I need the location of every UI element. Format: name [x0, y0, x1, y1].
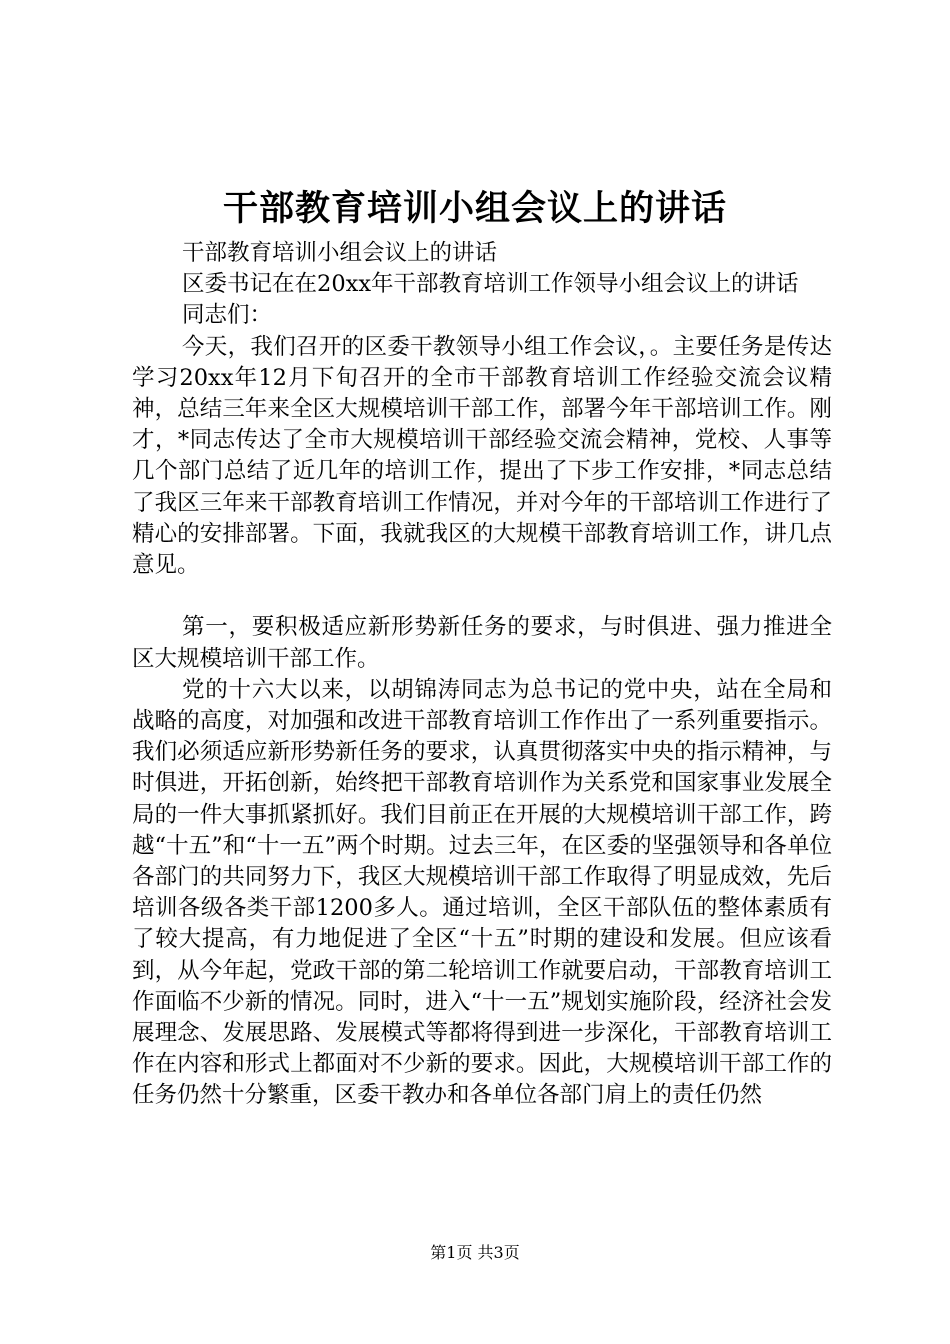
- page-number-footer: 第1页 共3页: [430, 1243, 520, 1262]
- paragraph-salutation: 同志们：: [182, 302, 273, 329]
- paragraph-speaker-line: 区委书记在在20xx年干部教育培训工作领导小组会议上的讲话: [182, 271, 799, 298]
- paragraph-point-one-body: 党的十六大以来，以胡锦涛同志为总书记的党中央，站在全局和战略的高度，对加强和改进干部教育培训工作作出了一系列重要指示。我们必须适应新形势新任务的要求，认真贯彻落实中央的指示精神，与时俱进，开拓创新，始终把干部教育培训作为关系党和国家事业发展全局的一件大事抓紧抓好。我们目前正在开展的大规模培训干部工作，跨越“十五”和“十一五”两个时期。过去三年，在区委的坚强领导和各单位各部门的共同努力下，我区大规模培训干部工作取得了明显成效，先后培训各级各类干部1200多人。通过培训，全区干部队伍的整体素质有了较大提高，有力地促进了全区“十五”时期的建设和发展。但应该看到，从今年起，党政干部的第二轮培训工作就要启动，干部教育培训工作面临不少新的情况。同时，进入“十一五”规划实施阶段，经济社会发展理念、发展思路、发展模式等都将得到进一步深化，干部教育培训工作在内容和形式上都面对不少新的要求。因此，大规模培训干部工作的任务仍然十分繁重，区委干教办和各单位各部门肩上的责任仍然: [132, 676, 832, 1109]
- document-body: [132, 238, 832, 1112]
- paragraph-introduction: 今天，我们召开的区委干教领导小组工作会议，。主要任务是传达学习20xx年12月下旬召开的全市干部教育培训工作经验交流会议精神，总结三年来全区大规模培训干部工作，部署今年干部培训工作。刚才，*同志传达了全市大规模培训干部经验交流会精神，党校、人事等几个部门总结了近几年的培训工作，提出了下步工作安排，*同志总结了我区三年来干部教育培训工作情况，并对今年的干部培训工作进行了精心的安排部署。下面，我就我区的大规模干部教育培训工作，讲几点意见。: [132, 333, 832, 579]
- document-title: 干部教育培训小组会议上的讲话: [222, 188, 727, 229]
- paragraph-point-one: 第一，要积极适应新形势新任务的要求，与时俱进、强力推进全区大规模培训干部工作。: [132, 614, 832, 672]
- paragraph-heading-repeat: 干部教育培训小组会议上的讲话: [182, 240, 498, 266]
